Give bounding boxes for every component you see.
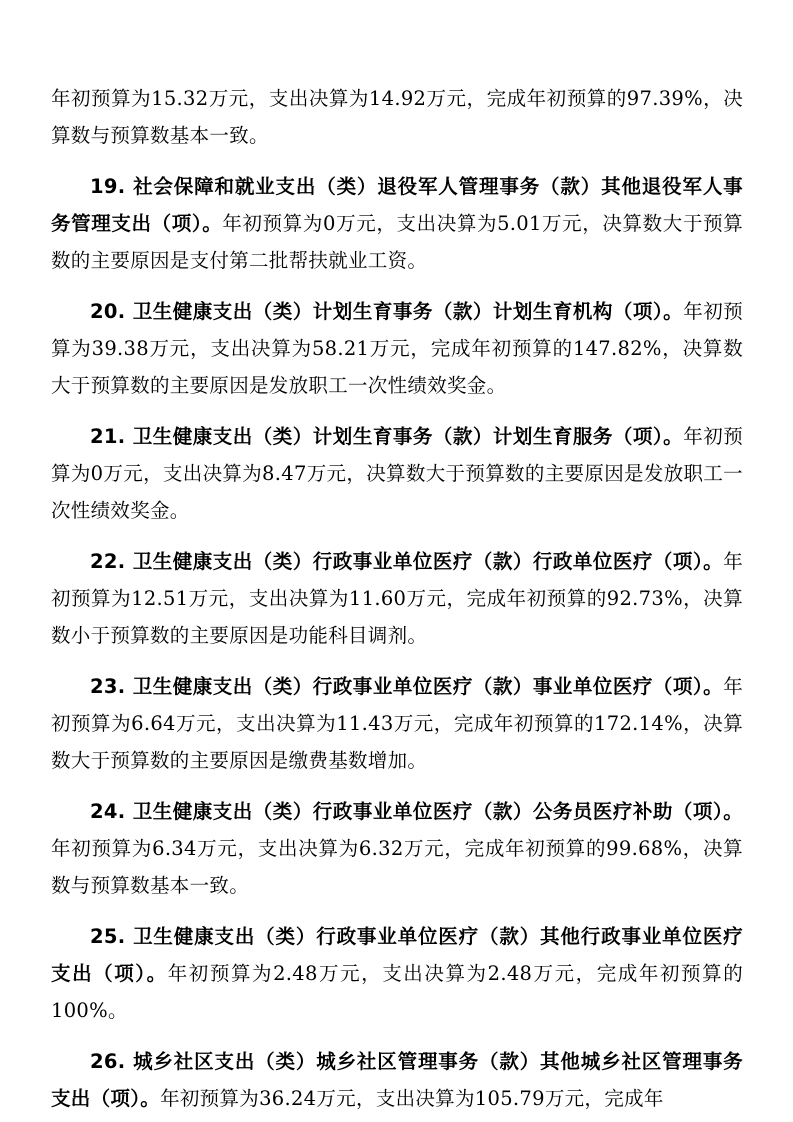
intro-paragraph: 年初预算为15.32万元，支出决算为14.92万元，完成年初预算的97.39%，决算数与预算数基本一致。 (51, 87, 743, 147)
item-23 (51, 668, 743, 779)
item-heading: 24. 卫生健康支出（类）行政事业单位医疗（款）公务员医疗补助（项）。 (90, 800, 743, 823)
item-body: 年初预算为0万元，支出决算为8.47万元，决算数大于预算数的主要原因是发放职工一次性绩效奖金。 (51, 425, 744, 522)
item-22 (51, 543, 743, 654)
item-26 (51, 1043, 743, 1117)
item-body: 年初预算为39.38万元，支出决算为58.21万元，完成年初预算的147.82%，决算数大于预算数的主要原因是发放职工一次性绩效奖金。 (51, 300, 744, 397)
item-heading: 21. 卫生健康支出（类）计划生育事务（款）计划生育服务（项）。 (90, 425, 684, 448)
item-heading: 23. 卫生健康支出（类）行政事业单位医疗（款）事业单位医疗（项）。 (90, 675, 724, 698)
item-heading: 26. 城乡社区支出（类）城乡社区管理事务（款）其他城乡社区管理事务支出（项）。 (51, 1050, 743, 1110)
item-heading: 20. 卫生健康支出（类）计划生育事务（款）计划生育机构（项）。 (90, 300, 684, 323)
item-body: 年初预算为36.24万元，支出决算为105.79万元，完成年 (160, 1087, 664, 1110)
item-body: 年初预算为12.51万元，支出决算为11.60万元，完成年初预算的92.73%，决算数小于预算数的主要原因是功能科目调剂。 (51, 550, 743, 647)
item-heading: 22. 卫生健康支出（类）行政事业单位医疗（款）行政单位医疗（项）。 (90, 550, 724, 573)
document-page (51, 80, 743, 1117)
item-heading: 25. 卫生健康支出（类）行政事业单位医疗（款）其他行政事业单位医疗支出（项）。 (51, 925, 743, 985)
item-body: 年初预算为6.34万元，支出决算为6.32万元，完成年初预算的99.68%，决算数与预算数基本一致。 (51, 837, 743, 897)
item-24 (51, 793, 743, 904)
item-body: 年初预算为0万元，支出决算为5.01万元，决算数大于预算数的主要原因是支付第二批帮扶就业工资。 (51, 212, 743, 272)
item-body: 年初预算为6.64万元，支出决算为11.43万元，完成年初预算的172.14%，决算数大于预算数的主要原因是缴费基数增加。 (51, 675, 743, 772)
item-25 (51, 918, 743, 1029)
item-19 (51, 168, 743, 279)
item-20 (51, 293, 743, 404)
item-heading: 19. 社会保障和就业支出（类）退役军人管理事务（款）其他退役军人事务管理支出（项）。 (51, 175, 743, 235)
item-body: 年初预算为2.48万元，支出决算为2.48万元，完成年初预算的100%。 (51, 962, 743, 1022)
item-21 (51, 418, 743, 529)
